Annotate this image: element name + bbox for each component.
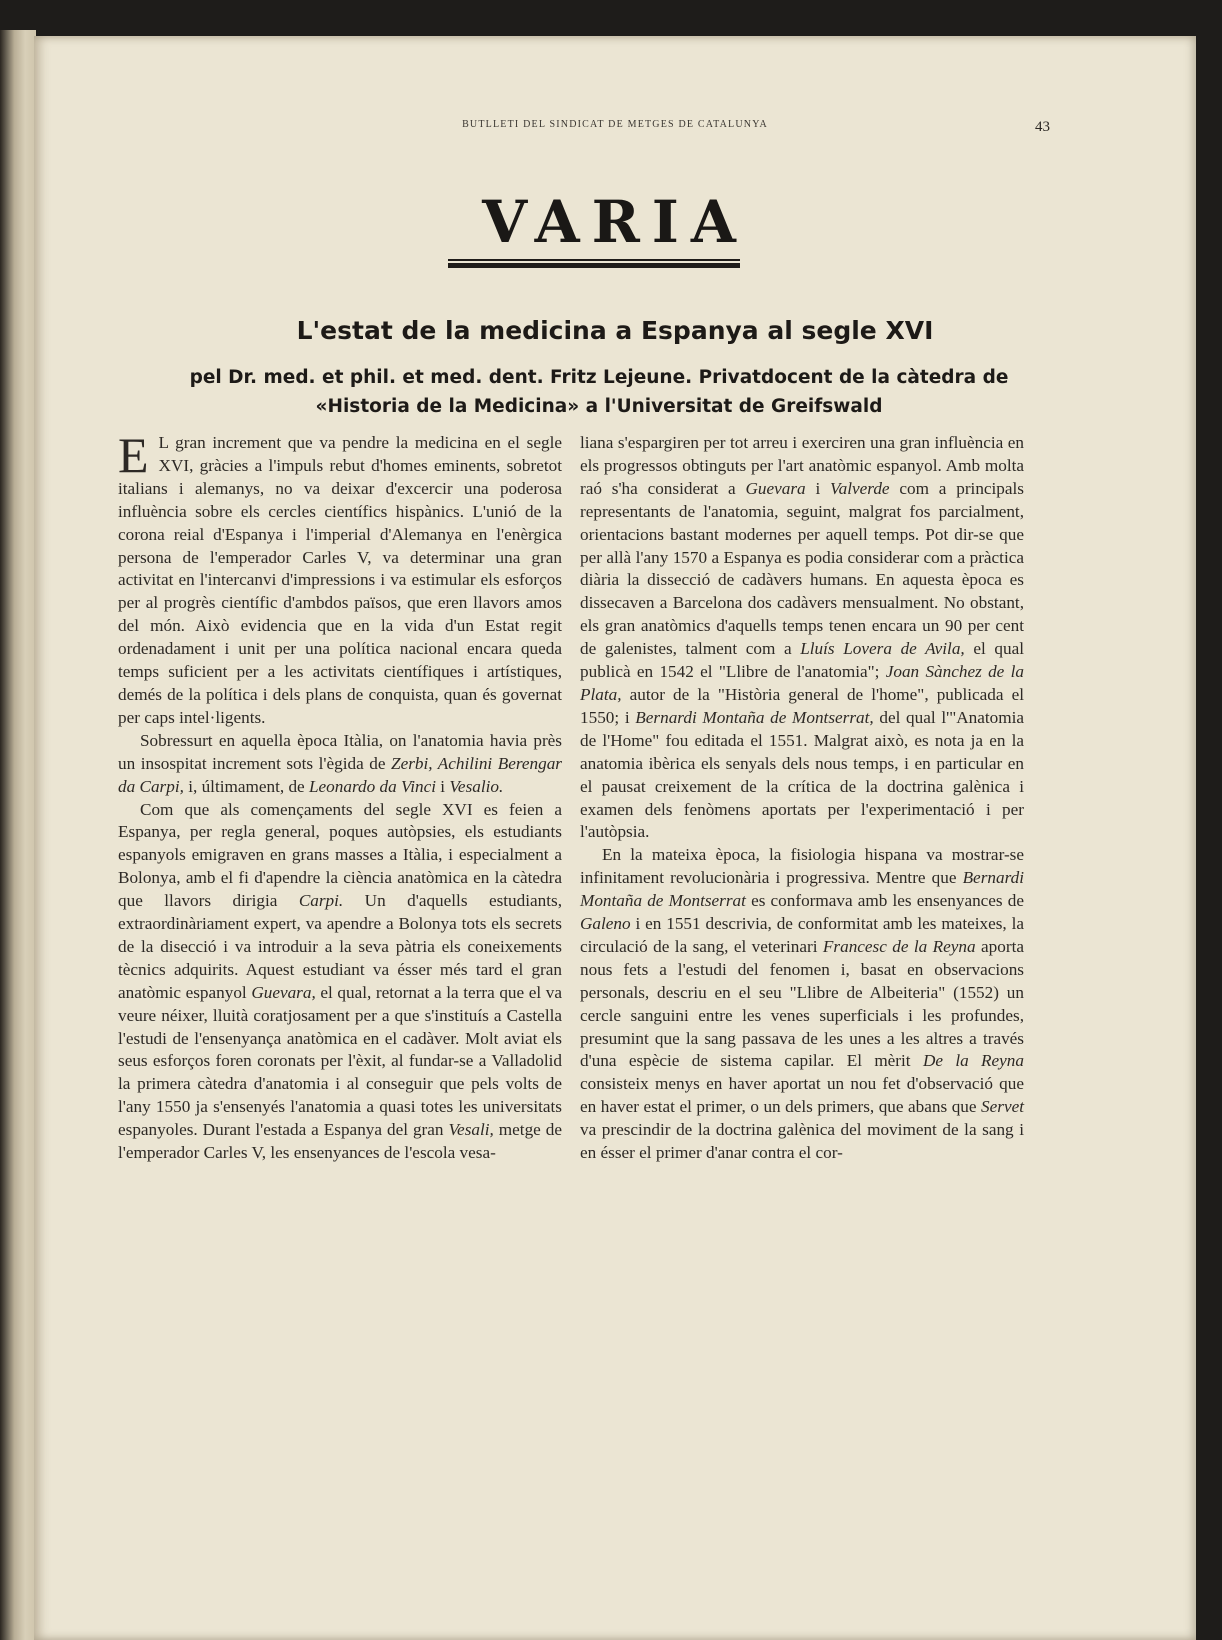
paragraph: En la mateixa època, la fisiologia hispana va mostrar-se infinitament revolucionària i progressiva. Mentre que Bernardi Montaña de Montserrat es conformava amb les ensenyances de Galeno i en 1551 descrivia, de conformitat amb les mateixes, la circulació de la sang, el veterinari Francesc de la Reyna aporta nous fets a l'estudi del fenomen i, basat en observacions personals, descriu en el seu "Llibre de Albeiteria" (1552) un cercle sanguini entre les venes superficials i les profundes, presumint que la sang passava de les unes a les altres a través d'una espècie de sistema capilar. El mèrit De la Reyna consisteix menys en haver aportat un nou fet d'observació que en haver estat el primer, o un dels primers, que abans que Servet va prescindir de la doctrina galènica del moviment de la sang i en ésser el primer d'anar contra el cor- — [580, 845, 1024, 1163]
paragraph: Com que als començaments del segle XVI es feien a Espanya, per regla general, poques autòpsies, els estudiants espanyols emigraven en grans masses a Itàlia, i especialment a Bolonya, amb el fi d'apendre la ciència anatòmica en la càtedra que llavors dirigia Carpi. Un d'aquells estudiants, extraordinàriament expert, va apendre a Bolonya tots els secrets de la disecció i va introduir a la seva pàtria els coneixements tècnics adquirits. Aquest estudiant va ésser més tard el gran anatòmic espanyol Guevara, el qual, retornat a la terra que el va veure néixer, lluità coratjosament per a que s'instituís a Castella l'estudi de l'ensenyança anatòmica en el cadàver. Molt aviat els seus esforços foren coronats per l'èxit, al fundar-se a Valladolid la primera càtedra d'anatomia i al conseguir que pels volts de l'any 1550 ja s'ensenyés l'anatomia a quasi totes les universitats espanyoles. Durant l'estada a Espanya del gran Vesali, metge de l'emperador Carles V, les ensenyances de l'escola vesa- — [118, 799, 562, 1163]
title-rule — [448, 259, 740, 268]
byline-line-1: pel Dr. med. et phil. et med. dent. Fritz Lejeune. Privatdocent de la càtedra de — [189, 367, 1009, 388]
paragraph: Sobressurt en aquella època Itàlia, on l'anatomia havia près un insospitat increment sots l'ègida de Zerbi, Achilini Berengar da Carpi, i, últimament, de Leonardo da Vinci i Vesalio. — [118, 730, 562, 796]
byline — [118, 363, 1080, 421]
article-title: L'estat de la medicina a Espanya al segle XVI — [296, 316, 934, 345]
running-head: BUTLLETI DEL SINDICAT DE METGES DE CATALUNYA — [462, 119, 768, 130]
left-column — [118, 427, 562, 1165]
paragraph: E L gran increment que va pendre la medicina en el segle XVI, gràcies a l'impuls rebut d'homes eminents, sobretot italians i alemanys, no va deixar d'excercir una poderosa influència sobre els cercles científics hispànics. L'unió de la corona reial d'Espanya i l'imperial d'Alemanya en l'enèrgica persona de l'emperador Carles V, va determinar una gran activitat en l'intercanvi d'impressions i va estimular els esforços per al progrès científic d'ambdos països, que eren llavors amos del món. Això evidencia que en la vida d'un Estat regit ordenadament i unit per una política nacional encara queda temps suficient per a les activitats científiques i artístiques, demés de la política i dels plans de conquista, quan és governat per caps intel·ligents. — [118, 427, 562, 727]
page-number: 43 — [1035, 119, 1050, 135]
paragraph: liana s'espargiren per tot arreu i exerciren una gran influència en els progressos obtinguts per l'art anatòmic espanyol. Amb molta raó s'ha considerat a Guevara i Valverde com a principals representants de l'anatomia, seguint, malgrat fos parcialment, orientacions bastant modernes per aquell temps. Pot dir-se que per allà l'any 1570 a Espanya es podia considerar com a pràctica diària la dissecció de cadàvers humans. En aquesta època es dissecaven a Barcelona dos cadàvers mensualment. No obstant, els gran anatòmics d'aquells temps tenen encara un 90 per cent de galenistes, talment com a Lluís Lovera de Avila, el qual publicà en 1542 el "Llibre de l'anatomia"; Joan Sànchez de la Plata, autor de la "Història general de l'home", publicada el 1550; i Bernardi Montaña de Montserrat, del qual l'"Anatomia de l'Home" fou editada el 1551. Malgrat això, es nota ja en la anatomia ibèrica els senyals dels nous temps, i en particular en el pausat creixement de la crítica de la doctrina galènica i examen dels fenòmens aportats per l'experimentació i per l'autòpsia. — [580, 433, 1024, 842]
drop-cap: E — [118, 427, 149, 483]
book-spine — [0, 30, 36, 1640]
section-title: VARIA — [482, 188, 748, 256]
page — [34, 36, 1196, 1640]
right-column — [580, 432, 1024, 1165]
byline-line-2: «Historia de la Medicina» a l'Universitat de Greifswald — [315, 396, 883, 417]
